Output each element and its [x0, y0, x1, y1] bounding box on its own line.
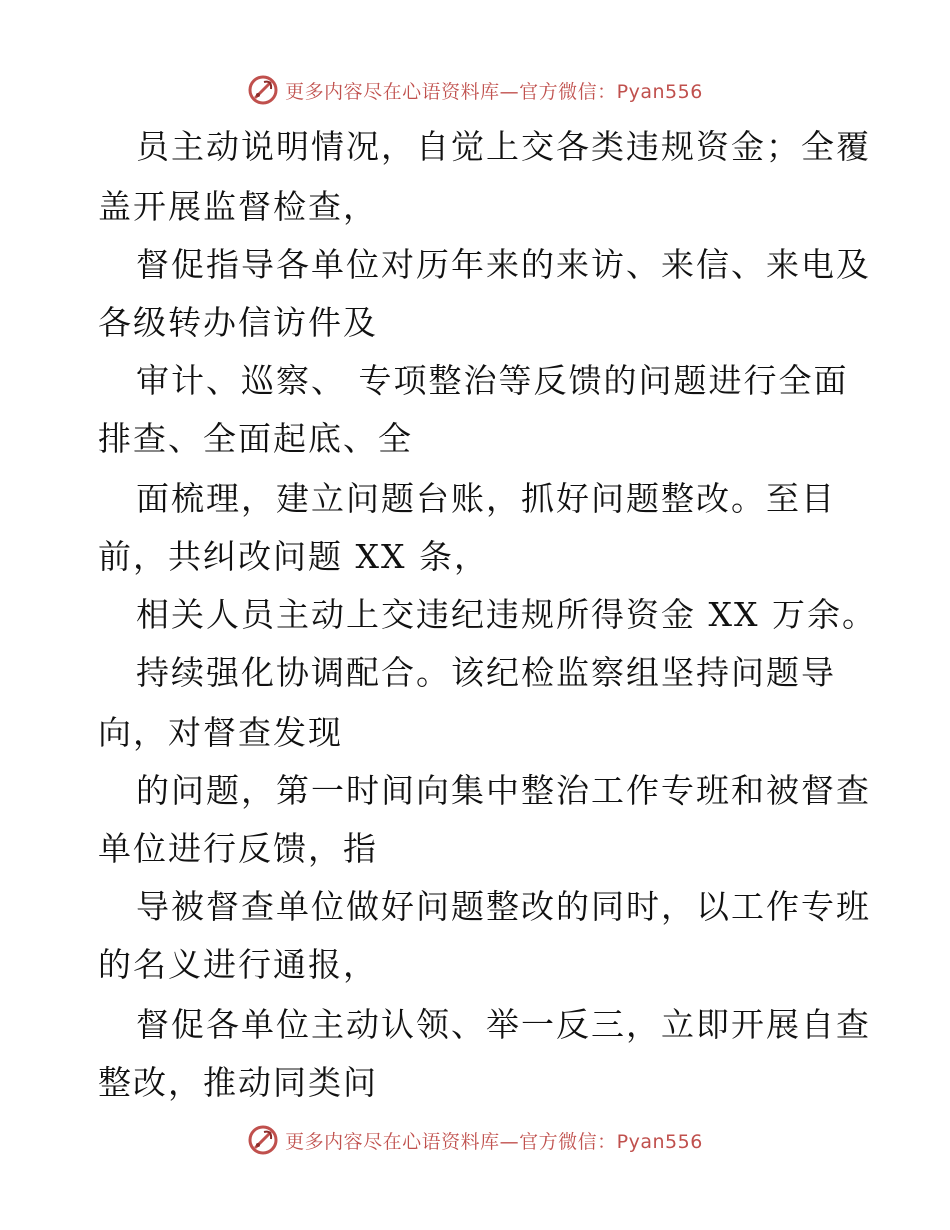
quill-logo-icon	[247, 1124, 279, 1156]
text-line: 持续强化协调配合。该纪检监察组坚持问题导	[136, 653, 836, 692]
text-line: 督促指导各单位对历年来的来访、来信、来电及	[136, 245, 871, 284]
text-line: 排查、全面起底、全	[98, 419, 413, 458]
text-line: 的问题，第一时间向集中整治工作专班和被督查	[136, 771, 871, 810]
text-line: 向，对督查发现	[98, 713, 343, 752]
watermark-text: 更多内容尽在心语资料库—官方微信：Pyan556	[285, 80, 703, 103]
watermark-text: 更多内容尽在心语资料库—官方微信：Pyan556	[285, 1130, 703, 1153]
quill-logo-icon	[247, 74, 279, 106]
text-line: 单位进行反馈，指	[98, 829, 378, 868]
header-watermark	[0, 70, 950, 110]
text-line: 的名义进行通报，	[98, 945, 378, 984]
text-line: 面梳理，建立问题台账，抓好问题整改。至目	[136, 479, 836, 518]
text-line: 导被督查单位做好问题整改的同时，以工作专班	[136, 887, 871, 926]
text-line: 各级转办信访件及	[98, 303, 378, 342]
text-line: 督促各单位主动认领、举一反三，立即开展自查	[136, 1005, 871, 1044]
watermark-group	[247, 74, 703, 106]
text-line: 审计、巡察、 专项整治等反馈的问题进行全面	[136, 361, 849, 400]
footer-watermark	[0, 1120, 950, 1160]
text-line: 前，共纠改问题 XX 条，	[98, 537, 489, 576]
watermark-group	[247, 1124, 703, 1156]
text-line: 员主动说明情况，自觉上交各类违规资金；全覆	[136, 127, 871, 166]
text-line: 盖开展监督检查，	[98, 187, 378, 226]
text-line: 整改，推动同类问	[98, 1063, 378, 1102]
text-line: 相关人员主动上交违纪违规所得资金 XX 万余。	[136, 595, 877, 634]
